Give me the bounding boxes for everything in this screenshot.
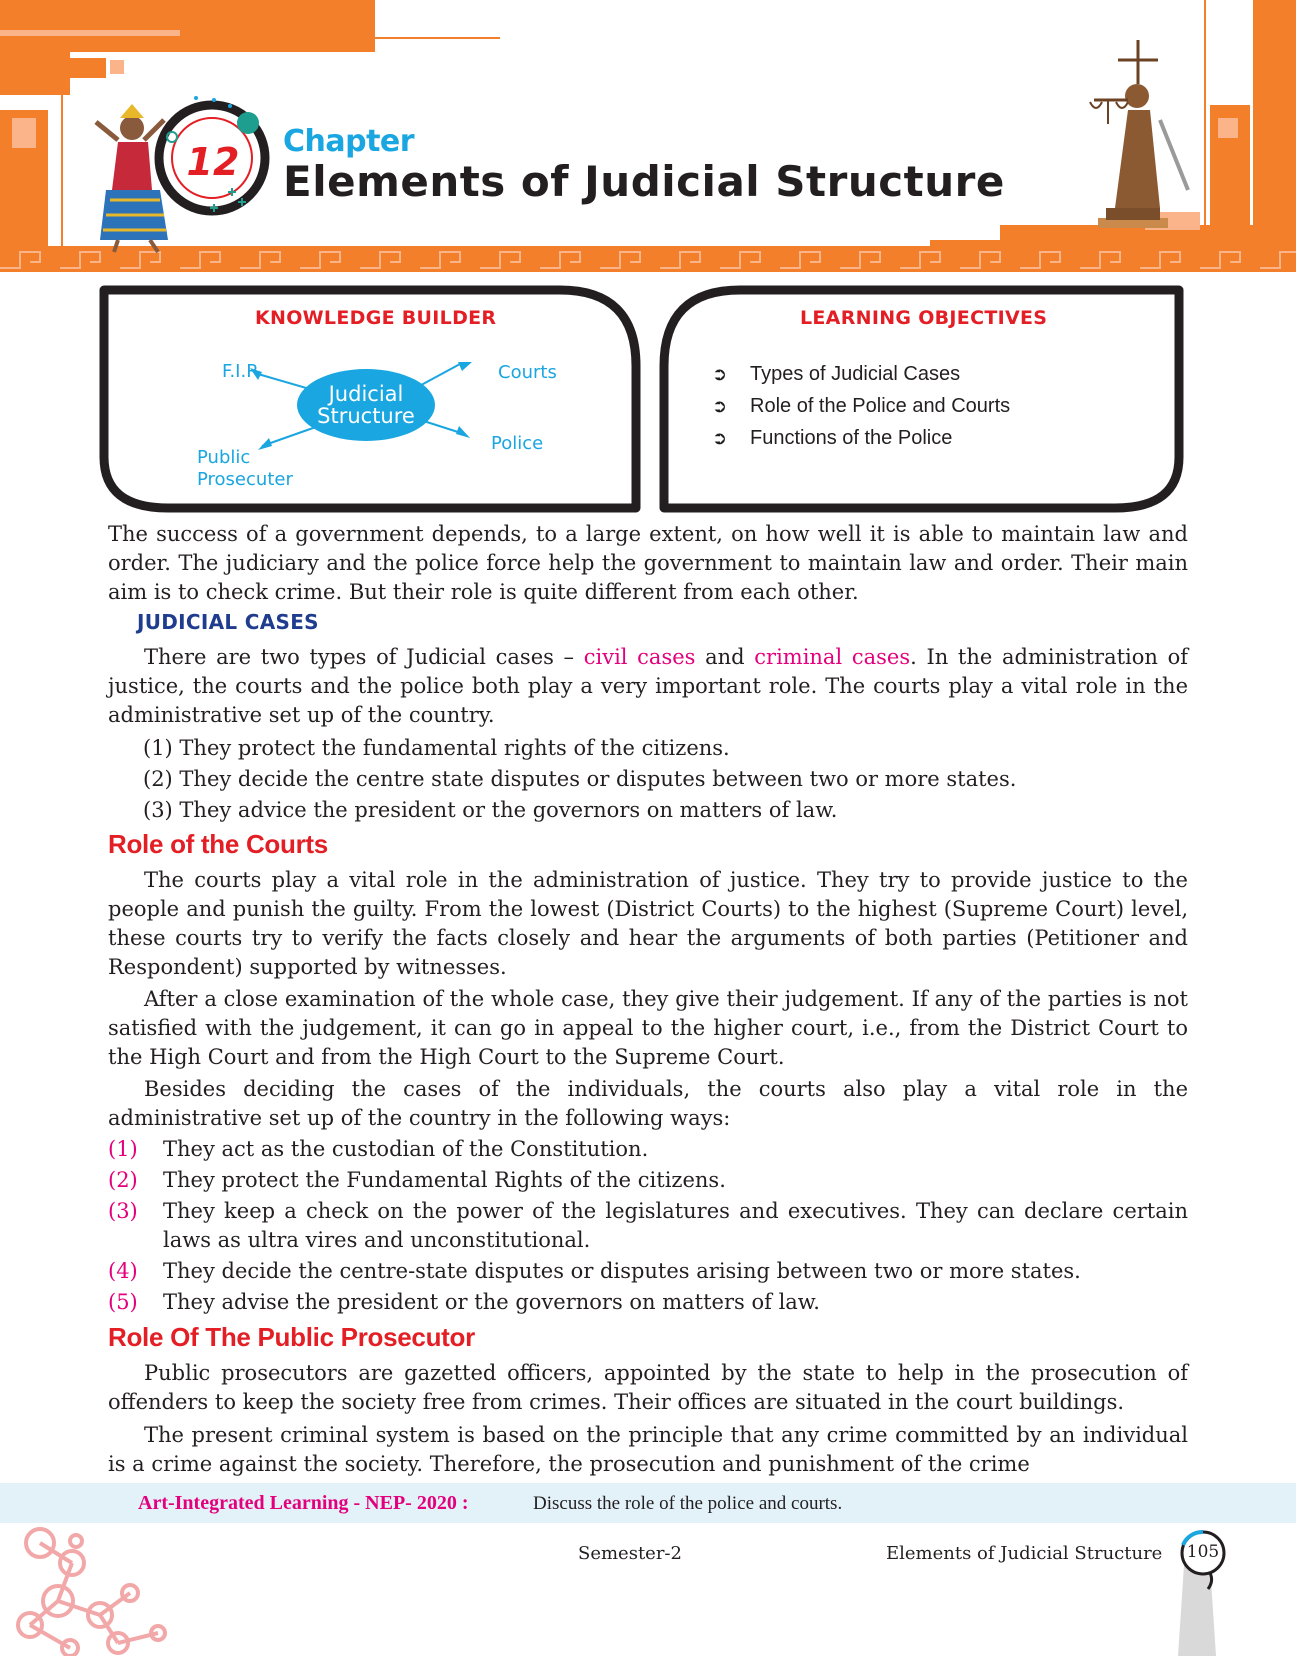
- judicial-item-1: (1) They protect the fundamental rights of the citizens.: [143, 736, 730, 760]
- arrow-bullet-icon: ➲: [712, 364, 728, 384]
- learning-objectives-list: [712, 358, 1010, 454]
- kb-label-police: Police: [491, 433, 544, 454]
- chapter-label: Chapter: [283, 124, 415, 159]
- footer-chapter-title: Elements of Judicial Structure: [886, 1543, 1163, 1564]
- learning-objectives-title: LEARNING OBJECTIVES: [800, 307, 1048, 329]
- judicial-item-2: (2) They decide the centre state disputes or disputes between two or more states.: [143, 767, 1017, 791]
- term-civil-cases: civil cases: [583, 645, 696, 669]
- lady-justice-statue: [1090, 40, 1188, 228]
- heading-role-prosecutor: Role Of The Public Prosecutor: [108, 1322, 475, 1352]
- center-line-1: Judicial: [328, 382, 404, 406]
- judicial-item-3: (3) They advice the president or the governors on matters of law.: [143, 798, 838, 822]
- kb-label-fir: F.I.R: [222, 361, 259, 382]
- art-integrated-label: Art-Integrated Learning - NEP- 2020 :: [138, 1492, 469, 1514]
- prosecutor-paragraph-2: The present criminal system is based on the principle that any crime committed by an individual is a crime against the society. Therefore, the prosecution and punishment of the crime: [108, 1423, 1188, 1476]
- objective-item: ➲ Functions of the Police: [712, 422, 1010, 454]
- page-number: 105: [1186, 1542, 1220, 1562]
- prosecutor-paragraph-1: Public prosecutors are gazetted officers, appointed by the state to help in the prosecution of offenders to keep the society free from crimes. Their offices are situated in the court buildings.: [108, 1361, 1188, 1414]
- courts-paragraph-2: After a close examination of the whole case, they give their judgement. If any of the parties is not satisfied with the judgement, it can go in appeal to the higher court, i.e., from the District Court to the High Court and from the High Court to the Supreme Court.: [108, 987, 1188, 1069]
- arrow-bullet-icon: ➲: [712, 396, 728, 416]
- kb-label-prosecuter: Prosecuter: [197, 469, 293, 490]
- header-decoration: [0, 0, 1296, 275]
- kb-label-public: Public: [197, 447, 251, 468]
- courts-paragraph-3: Besides deciding the cases of the individuals, the courts also play a vital role in the administrative set up of the country in the following ways:: [108, 1077, 1188, 1130]
- term-criminal-cases: criminal cases: [754, 645, 911, 669]
- dancer-illustration: [96, 104, 168, 252]
- kb-label-courts: Courts: [498, 362, 557, 383]
- heading-judicial-cases: JUDICIAL CASES: [137, 610, 319, 634]
- pointer-icon: [456, 426, 470, 438]
- intro-paragraph: The success of a government depends, to a large extent, on how well it is able to maintain law and order. The judiciary and the police force help the government to maintain law and order. Their main aim is to check crime. But their role is quite different from each other.: [108, 522, 1188, 604]
- center-line-2: Structure: [317, 404, 415, 428]
- pointer-icon: [258, 438, 272, 450]
- heading-role-courts: Role of the Courts: [108, 829, 328, 859]
- objective-item: ➲ Types of Judicial Cases: [712, 358, 1010, 390]
- chapter-header: [0, 0, 1296, 275]
- molecule-decoration: [0, 1523, 180, 1656]
- courts-paragraph-1: The courts play a vital role in the administration of justice. They try to provide justice to the people and punish the guilty. From the lowest (District Courts) to the highest (Supreme Court) level, these courts try to verify the facts closely and hear the arguments of both parties (Petitioner and Respondent) supported by witnesses.: [108, 868, 1188, 979]
- chapter-number: 12: [186, 140, 240, 184]
- arrow-bullet-icon: ➲: [712, 428, 728, 448]
- judicial-cases-paragraph: There are two types of Judicial cases – civil cases and criminal cases. In the administration of justice, the courts and the police both play a very important role. The courts play a vital role in the administrative set up of the country.: [108, 645, 1188, 727]
- footer-semester: Semester-2: [578, 1543, 682, 1564]
- knowledge-builder-title: KNOWLEDGE BUILDER: [255, 307, 497, 329]
- art-integrated-text: Discuss the role of the police and courts.: [533, 1493, 843, 1514]
- chapter-title: Elements of Judicial Structure: [283, 157, 1005, 206]
- pointer-icon: [458, 362, 472, 371]
- objective-item: ➲ Role of the Police and Courts: [712, 390, 1010, 422]
